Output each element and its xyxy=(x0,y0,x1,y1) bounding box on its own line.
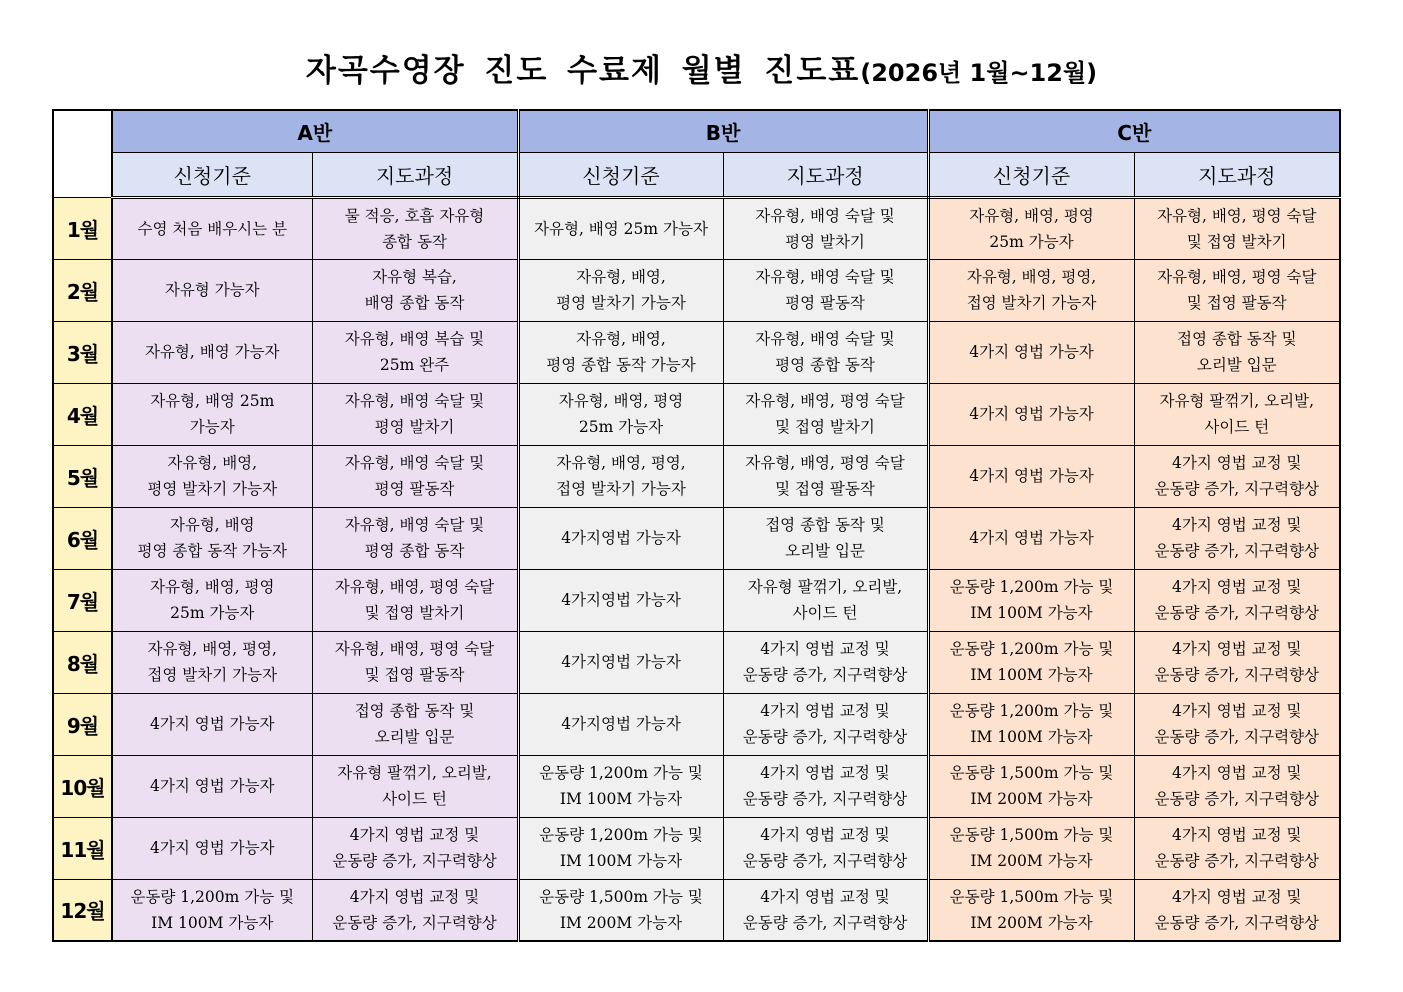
cell-a-course: 자유형, 배영 숙달 및 평영 팔동작 xyxy=(312,445,518,507)
cell-a-criteria: 운동량 1,200m 가능 및 IM 100M 가능자 xyxy=(112,879,312,941)
cell-c-course: 4가지 영법 교정 및 운동량 증가, 지구력향상 xyxy=(1134,693,1340,755)
sub-header-b-criteria: 신청기준 xyxy=(518,152,723,197)
cell-b-criteria: 4가지영법 가능자 xyxy=(518,507,723,569)
cell-a-criteria: 자유형, 배영, 평영 발차기 가능자 xyxy=(112,445,312,507)
table-row xyxy=(53,755,1340,817)
month-label: 9월 xyxy=(53,693,112,755)
cell-b-course: 4가지 영법 교정 및 운동량 증가, 지구력향상 xyxy=(723,879,928,941)
cell-c-course: 4가지 영법 교정 및 운동량 증가, 지구력향상 xyxy=(1134,631,1340,693)
cell-c-course: 자유형, 배영, 평영 숙달 및 접영 팔동작 xyxy=(1134,259,1340,321)
month-label: 3월 xyxy=(53,321,112,383)
group-header-b: B반 xyxy=(518,110,928,152)
title-main: 자곡수영장 진도 수료제 월별 진도표 xyxy=(305,53,861,89)
sub-header-row xyxy=(53,152,1340,197)
cell-b-criteria: 4가지영법 가능자 xyxy=(518,569,723,631)
month-label: 4월 xyxy=(53,383,112,445)
cell-c-criteria: 운동량 1,500m 가능 및 IM 200M 가능자 xyxy=(928,879,1134,941)
table-row xyxy=(53,507,1340,569)
cell-b-course: 자유형, 배영 숙달 및 평영 팔동작 xyxy=(723,259,928,321)
table-row xyxy=(53,321,1340,383)
cell-b-course: 자유형, 배영 숙달 및 평영 발차기 xyxy=(723,197,928,259)
cell-a-course: 물 적응, 호흡 자유형 종합 동작 xyxy=(312,197,518,259)
cell-a-criteria: 자유형, 배영 가능자 xyxy=(112,321,312,383)
cell-a-criteria: 자유형, 배영 평영 종합 동작 가능자 xyxy=(112,507,312,569)
cell-a-criteria: 4가지 영법 가능자 xyxy=(112,817,312,879)
cell-c-course: 자유형, 배영, 평영 숙달 및 접영 발차기 xyxy=(1134,197,1340,259)
month-label: 11월 xyxy=(53,817,112,879)
cell-b-criteria: 운동량 1,200m 가능 및 IM 100M 가능자 xyxy=(518,755,723,817)
cell-b-criteria: 자유형, 배영, 평영 25m 가능자 xyxy=(518,383,723,445)
month-label: 1월 xyxy=(53,197,112,259)
cell-c-course: 자유형 팔꺾기, 오리발, 사이드 턴 xyxy=(1134,383,1340,445)
cell-c-criteria: 4가지 영법 가능자 xyxy=(928,507,1134,569)
cell-c-course: 4가지 영법 교정 및 운동량 증가, 지구력향상 xyxy=(1134,445,1340,507)
cell-b-course: 4가지 영법 교정 및 운동량 증가, 지구력향상 xyxy=(723,755,928,817)
cell-a-criteria: 자유형, 배영 25m 가능자 xyxy=(112,383,312,445)
progress-table xyxy=(52,109,1341,942)
table-row xyxy=(53,383,1340,445)
cell-a-course: 자유형 팔꺾기, 오리발, 사이드 턴 xyxy=(312,755,518,817)
table-row xyxy=(53,259,1340,321)
table-row xyxy=(53,693,1340,755)
cell-a-criteria: 자유형, 배영, 평영 25m 가능자 xyxy=(112,569,312,631)
month-label: 5월 xyxy=(53,445,112,507)
cell-b-criteria: 4가지영법 가능자 xyxy=(518,631,723,693)
cell-a-course: 4가지 영법 교정 및 운동량 증가, 지구력향상 xyxy=(312,817,518,879)
table-row xyxy=(53,197,1340,259)
month-label: 2월 xyxy=(53,259,112,321)
cell-c-criteria: 운동량 1,500m 가능 및 IM 200M 가능자 xyxy=(928,817,1134,879)
cell-c-course: 4가지 영법 교정 및 운동량 증가, 지구력향상 xyxy=(1134,755,1340,817)
page-title xyxy=(0,45,1403,90)
cell-c-criteria: 4가지 영법 가능자 xyxy=(928,445,1134,507)
cell-a-criteria: 수영 처음 배우시는 분 xyxy=(112,197,312,259)
cell-a-course: 접영 종합 동작 및 오리발 입문 xyxy=(312,693,518,755)
month-label: 10월 xyxy=(53,755,112,817)
table-row xyxy=(53,631,1340,693)
cell-c-course: 접영 종합 동작 및 오리발 입문 xyxy=(1134,321,1340,383)
cell-a-criteria: 4가지 영법 가능자 xyxy=(112,693,312,755)
cell-b-course: 자유형, 배영, 평영 숙달 및 접영 발차기 xyxy=(723,383,928,445)
sub-header-b-course: 지도과정 xyxy=(723,152,928,197)
cell-a-course: 자유형, 배영 숙달 및 평영 발차기 xyxy=(312,383,518,445)
cell-c-criteria: 운동량 1,200m 가능 및 IM 100M 가능자 xyxy=(928,569,1134,631)
sub-header-a-criteria: 신청기준 xyxy=(112,152,312,197)
cell-b-criteria: 자유형, 배영 25m 가능자 xyxy=(518,197,723,259)
table-body xyxy=(53,110,1340,941)
table-row xyxy=(53,817,1340,879)
cell-a-course: 자유형 복습, 배영 종합 동작 xyxy=(312,259,518,321)
group-header-row xyxy=(53,110,1340,152)
cell-c-criteria: 자유형, 배영, 평영, 접영 발차기 가능자 xyxy=(928,259,1134,321)
cell-c-criteria: 운동량 1,200m 가능 및 IM 100M 가능자 xyxy=(928,693,1134,755)
table-row xyxy=(53,879,1340,941)
cell-b-course: 접영 종합 동작 및 오리발 입문 xyxy=(723,507,928,569)
cell-b-criteria: 자유형, 배영, 평영, 접영 발차기 가능자 xyxy=(518,445,723,507)
cell-a-course: 자유형, 배영, 평영 숙달 및 접영 팔동작 xyxy=(312,631,518,693)
cell-a-criteria: 자유형 가능자 xyxy=(112,259,312,321)
cell-b-course: 자유형, 배영, 평영 숙달 및 접영 팔동작 xyxy=(723,445,928,507)
cell-a-criteria: 자유형, 배영, 평영, 접영 발차기 가능자 xyxy=(112,631,312,693)
cell-b-criteria: 운동량 1,500m 가능 및 IM 200M 가능자 xyxy=(518,879,723,941)
cell-b-course: 4가지 영법 교정 및 운동량 증가, 지구력향상 xyxy=(723,817,928,879)
title-period: (2026년 1월~12월) xyxy=(860,59,1098,87)
cell-c-criteria: 4가지 영법 가능자 xyxy=(928,383,1134,445)
cell-b-criteria: 운동량 1,200m 가능 및 IM 100M 가능자 xyxy=(518,817,723,879)
cell-b-criteria: 자유형, 배영, 평영 발차기 가능자 xyxy=(518,259,723,321)
cell-a-course: 4가지 영법 교정 및 운동량 증가, 지구력향상 xyxy=(312,879,518,941)
cell-c-criteria: 운동량 1,500m 가능 및 IM 200M 가능자 xyxy=(928,755,1134,817)
month-label: 12월 xyxy=(53,879,112,941)
cell-b-course: 4가지 영법 교정 및 운동량 증가, 지구력향상 xyxy=(723,631,928,693)
table-row xyxy=(53,569,1340,631)
sub-header-c-criteria: 신청기준 xyxy=(928,152,1134,197)
group-header-c: C반 xyxy=(928,110,1340,152)
cell-a-course: 자유형, 배영, 평영 숙달 및 접영 발차기 xyxy=(312,569,518,631)
cell-b-course: 4가지 영법 교정 및 운동량 증가, 지구력향상 xyxy=(723,693,928,755)
cell-c-course: 4가지 영법 교정 및 운동량 증가, 지구력향상 xyxy=(1134,817,1340,879)
cell-c-course: 4가지 영법 교정 및 운동량 증가, 지구력향상 xyxy=(1134,879,1340,941)
table-row xyxy=(53,445,1340,507)
cell-c-course: 4가지 영법 교정 및 운동량 증가, 지구력향상 xyxy=(1134,507,1340,569)
corner-cell xyxy=(53,110,112,197)
sub-header-a-course: 지도과정 xyxy=(312,152,518,197)
cell-c-course: 4가지 영법 교정 및 운동량 증가, 지구력향상 xyxy=(1134,569,1340,631)
cell-c-criteria: 운동량 1,200m 가능 및 IM 100M 가능자 xyxy=(928,631,1134,693)
cell-c-criteria: 4가지 영법 가능자 xyxy=(928,321,1134,383)
month-label: 7월 xyxy=(53,569,112,631)
cell-a-course: 자유형, 배영 숙달 및 평영 종합 동작 xyxy=(312,507,518,569)
cell-a-course: 자유형, 배영 복습 및 25m 완주 xyxy=(312,321,518,383)
cell-b-course: 자유형, 배영 숙달 및 평영 종합 동작 xyxy=(723,321,928,383)
month-label: 8월 xyxy=(53,631,112,693)
cell-b-criteria: 자유형, 배영, 평영 종합 동작 가능자 xyxy=(518,321,723,383)
month-label: 6월 xyxy=(53,507,112,569)
cell-c-criteria: 자유형, 배영, 평영 25m 가능자 xyxy=(928,197,1134,259)
cell-a-criteria: 4가지 영법 가능자 xyxy=(112,755,312,817)
group-header-a: A반 xyxy=(112,110,518,152)
sub-header-c-course: 지도과정 xyxy=(1134,152,1340,197)
cell-b-criteria: 4가지영법 가능자 xyxy=(518,693,723,755)
cell-b-course: 자유형 팔꺾기, 오리발, 사이드 턴 xyxy=(723,569,928,631)
